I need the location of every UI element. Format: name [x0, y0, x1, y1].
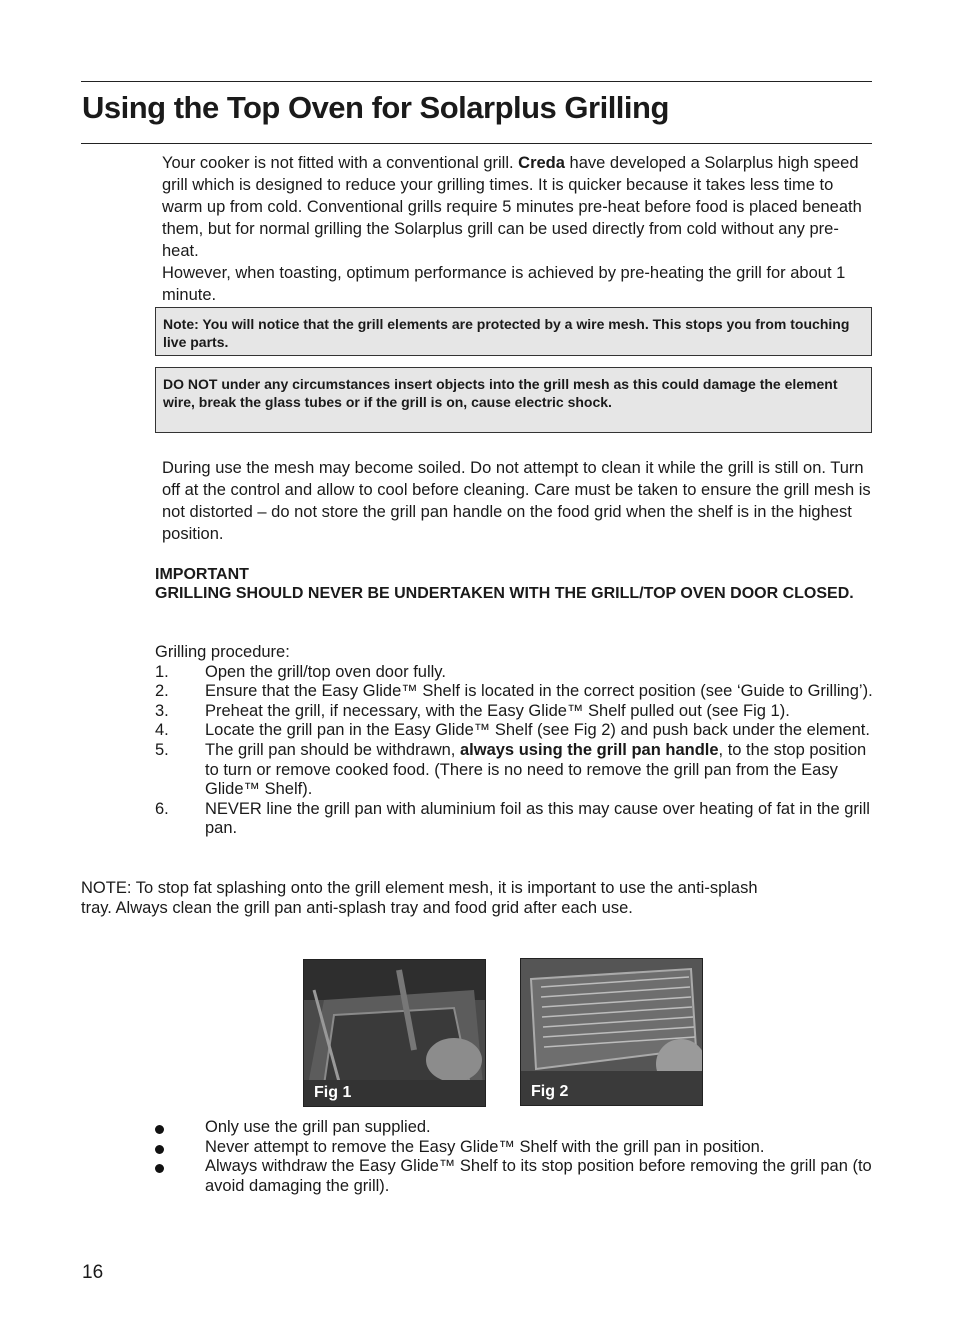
top-rule: [81, 81, 872, 82]
intro-text-3: However, when toasting, optimum performance is achieved by pre-heating the grill for about 1 minute.: [162, 264, 846, 304]
brand-name: Creda: [518, 154, 565, 172]
step-number: 1.: [155, 662, 169, 681]
step-text: Locate the grill pan in the Easy Glide™ Shelf (see Fig 2) and push back under the element.: [205, 721, 870, 740]
step-text: [205, 741, 875, 800]
bullet-icon: [155, 1157, 205, 1196]
bullet-text: Only use the grill pan supplied.: [205, 1118, 431, 1136]
step-text: NEVER line the grill pan with aluminium foil as this may cause over heating of fat in the grill pan.: [205, 799, 870, 838]
procedure-heading: Grilling procedure:: [155, 643, 290, 661]
step-text: Open the grill/top oven door fully.: [205, 662, 446, 681]
procedure-step: [155, 663, 875, 683]
procedure-step: [155, 741, 875, 800]
step-text-bold: always using the grill pan handle: [459, 740, 719, 759]
figure-1-label: Fig 1: [314, 1084, 352, 1101]
note-box: Note: You will notice that the grill elements are protected by a wire mesh. This stops you from touching live parts.: [155, 307, 872, 356]
step-text-pre: The grill pan should be withdrawn,: [205, 740, 460, 759]
bullet-item: [155, 1157, 875, 1196]
mesh-paragraph: During use the mesh may become soiled. Do not attempt to clean it while the grill is still on. Turn off at the control and allow to cool before cleaning. Care must be taken to ensure the grill mesh is not distorted – do not store the grill pan handle on the food grid when the shelf is in the highest position.: [162, 459, 871, 543]
figure-2: [520, 958, 703, 1106]
step-number: 5.: [155, 740, 169, 759]
bullet-text: Never attempt to remove the Easy Glide™ Shelf with the grill pan in position.: [205, 1137, 765, 1156]
step-text: Ensure that the Easy Glide™ Shelf is located in the correct position (see ‘Guide to Grilling’).: [205, 682, 873, 701]
procedure-step: [155, 682, 875, 702]
intro-text-2: have developed a Solarplus high speed grill which is designed to reduce your grilling times. It is quicker because it takes less time to warm up from cold. Conventional grills require 5 minutes pre-heat before food is placed beneath them, but for normal grilling the Solarplus grill can be used directly from cold without any pre-heat.: [162, 154, 862, 260]
step-text-post: , to the stop position to turn or remove cooked food. (There is no need to remove the grill pan from the Easy Glide™ Shelf).: [205, 740, 867, 799]
bullet-icon: [155, 1138, 205, 1158]
figure-1: [303, 959, 486, 1107]
bullet-list: [155, 1118, 875, 1196]
grilling-procedure: [155, 643, 875, 839]
bullet-text: Always withdraw the Easy Glide™ Shelf to its stop position before removing the grill pan (to avoid damaging the grill).: [205, 1157, 872, 1195]
important-text: GRILLING SHOULD NEVER BE UNDERTAKEN WITH THE GRILL/TOP OVEN DOOR CLOSED.: [155, 585, 854, 602]
intro-text-1: Your cooker is not fitted with a conventional grill.: [162, 154, 519, 172]
step-number: 2.: [155, 682, 169, 701]
note-paragraph: NOTE: To stop fat splashing onto the grill element mesh, it is important to use the anti-splash tray. Always clean the grill pan anti-splash tray and food grid after each use.: [81, 879, 758, 917]
step-number: 4.: [155, 721, 169, 740]
bullet-icon: [155, 1118, 205, 1138]
step-text: Preheat the grill, if necessary, with the Easy Glide™ Shelf pulled out (see Fig 1).: [205, 701, 790, 720]
page-title: Using the Top Oven for Solarplus Grilling: [82, 90, 669, 125]
procedure-step: [155, 721, 875, 741]
figure-2-label: Fig 2: [531, 1083, 569, 1100]
important-label: IMPORTANT: [155, 566, 249, 583]
page-number: 16: [82, 1262, 104, 1283]
step-number: 6.: [155, 799, 169, 818]
warning-box: DO NOT under any circumstances insert objects into the grill mesh as this could damage the element wire, break the glass tubes or if the grill is on, cause electric shock.: [155, 367, 872, 433]
bullet-item: [155, 1138, 875, 1158]
procedure-step: [155, 800, 875, 839]
procedure-step: [155, 702, 875, 722]
title-rule: [81, 143, 872, 144]
step-number: 3.: [155, 701, 169, 720]
intro-paragraph: [162, 152, 874, 306]
bullet-item: [155, 1118, 875, 1138]
